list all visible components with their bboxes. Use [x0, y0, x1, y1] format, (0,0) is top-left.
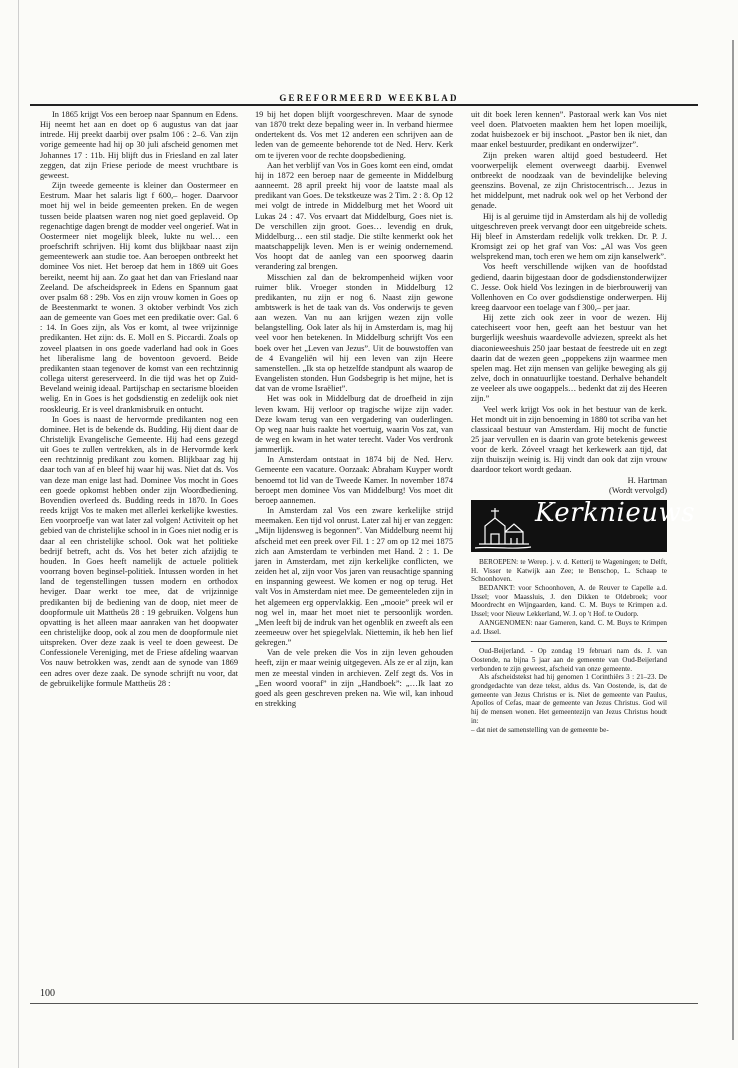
paragraph: Veel werk krijgt Vos ook in het bestuur van de kerk. Het mondt uit in zijn benoeming in 1880 tot scriba van het classicaal bestuur van Amsterdam. Hij mocht de functie 25 jaar vervullen en is daarin van grote betekenis geweest voor de kerk. Zóveel vraagt het kerkewerk aan tijd, dat zijn thuiszijn weinig is. Hij vindt dan ook dat zijn vrouw daardoor tekort wordt gedaan. [471, 404, 667, 475]
kerknieuws-section [471, 558, 667, 734]
news-item: Als afscheidstekst had hij genomen 1 Corinthiërs 3 : 21–23. De grondgedachte van deze tekst, aldus ds. Van Oostende, is, dat de gemeente van Jezus Christus er is. Niet de gemeente van Paulus, Apollos of Cefas, maar de gemeente van Jezus Christus. God wil hij de mensen wonen. Het gemeentezijn van Jezus Christus houdt in: [471, 673, 667, 725]
paragraph: In 1865 krijgt Vos een beroep naar Spannum en Edens. Hij neemt het aan en doet op 6 augustus van dat jaar intrede. Hij preekt daarbij over psalm 106 : 2–6. Van zijn vorige gemeente had hij op 30 juli afscheid genomen met Johannes 17 : 11b. Hij blijft dus in Friesland en zal later zeggen, dat zijn Friese periode de meest vruchtbare is geweest. [40, 110, 238, 180]
news-item: – dat niet de samenstelling van de gemeente be- [471, 725, 609, 734]
paragraph: Zijn preken waren altijd goed bestudeerd. Het voorwerpelijk element overweegt daarbij. Evenwel ontbreekt de noodzaak van de bevindelijke beleving geenszins. Bovenal, ze zijn Christocentrisch… Jezus in het middelpunt, met nadruk ook wel op het Verbond der genade. [471, 150, 667, 211]
page-number: 100 [40, 988, 55, 999]
paragraph: In Amsterdam ontstaat in 1874 bij de Ned. Herv. Gemeente een vacature. Oorzaak: Abraham Kuyper wordt benoemd tot lid van de Tweede Kamer. In november 1874 beroept men dominee Vos van Middelburg! Vos moet dit beroep aannemen. [255, 455, 453, 505]
paragraph: uit dit boek leren kennen”. Pastoraal werk kan Vos niet veel doen. Platvoeten maakten hem het lopen moeilijk, zodat huisbezoek er bij inschoot. „Pastor ben ik niet, dan maar enkel bestuurder, predikant en onderwijzer”. [471, 110, 667, 150]
paragraph: Hij zette zich ook zeer in voor de wezen. Hij catechiseert voor hen, geeft aan het bestuur van het burgerlijk weeshuis waardevolle adviezen, spreekt als het diaconieweeshuis 250 jaar bestaat de feestrede uit en zegt daarin dat de wezen geen „poppekens zijn waarmee men spelen mag. Het zijn mensen van gelijke beweging als gij zelve, doch in onnatuurlijke toestand. Derhalve behandelt ze veeleer als uwe oogappels… bedenkt dat zij des Heeren zijn.” [471, 313, 667, 404]
page-binding-edge [18, 0, 19, 1068]
running-head: GEREFORMEERD WEEKBLAD [279, 93, 459, 103]
paragraph: Aan het verblijf van Vos in Goes komt een eind, omdat hij in 1872 een beroep naar de gemeente in Middelburg aanneemt. 28 april preekt hij voor de laatste maal als predikant van Goes. De tekstkeuze was 2 Tim. 2 : 8. Op 12 mei volgt de intrede in Middelburg met het Woord uit Lukas 24 : 47. Vos ervaart dat Middelburg, Goes niet is. De verschillen zijn groot. Goes… levendig en druk, Middelburg… een stil stadje. Die stilte kenmerkt ook het maatschappelijk leven. Men is er weinig ondernemend. Vos hoopt dat de aanleg van een spoorweg daarin verandering zal brengen. [255, 160, 453, 272]
page-right-edge [732, 40, 734, 1040]
author-signature: H. Hartman [627, 475, 667, 485]
news-divider [471, 641, 667, 642]
kerknieuws-banner [471, 497, 696, 552]
paragraph: Zijn tweede gemeente is kleiner dan Oostermeer en Eestrum. Maar het salaris ligt f 600,– hoger. Daarvoor moet hij wel in beide gemeenten preken. En de wegen tussen beide plaatsen waren nog niet goed geplaveid. Op regenachtige dagen brengt de modder veel ongerief. Wat in Oostermeer niet mogelijk bleek, lukte nu wel… een proefschrift schrijven. Hij komt dus blijkbaar naast zijn gemeentewerk aan studie toe. Aan beroepen ontbreekt het dominee Vos niet. Het beroep dat hem in 1869 uit Goes bereikt, neemt hij aan. Zo gaat het dan van Friesland naar Zeeland. De afscheidspreek in Edens en Spannum gaat over psalm 68 : 29b. Vos en zijn vrouw komen in Goes op de Beestenmarkt te wonen. 3 oktober verbindt Vos zich aan de gemeente van Goes met een predikatie over: Gal. 6 : 14. In Goes zijn, als Vos er komt, al twee vrijzinnige predikanten. Het zijn: ds. E. Moll en S. Piccardi. Zoals op zoveel plaatsen in ons goede vaderland had ook in Goes het liberalisme lang de boventoon gevoerd. Beide predikanten staan tegenover de komst van een rechtzinnig collega uiterst gereserveerd. In die tijd was het op Zuid-Beveland weinig ideaal. Partijschap en sectarisme bloeiden welig. En in Goes is het godsdienstig en zedelijk ook niet rooskleurig. Er is veel drankmisbruik en ontucht. [40, 181, 238, 414]
paragraph: In Goes is naast de hervormde predikanten nog een dominee. Het is de bekende ds. Budding. Hij dient daar de Christelijk Evangelische Gemeente. Hij had eens gezegd uit Goes te zullen vertrekken, als in de Hervormde kerk een rechtzinnig predikant zou komen. Blijkbaar zag hij daar toch van af en bleef hij waar hij was. Niet dat ds. Vos van deze man enige last had. Dominee Vos mocht in Goes een goede opkomst hebben onder zijn Woordbediening. Bovendien overleed ds. Budding reeds in 1870. In Goes reeds krijgt Vos te maken met allerlei kerkelijke kwesties. Een voorproefje van wat later zal volgen! Activiteit op het gebied van de christelijke school in in Goes niet nodig er is daar al een christelijke school. Ook wat het politieke bedrijf betreft, acht ds. Vos het beter zich afzijdig te houden. In Goes heeft namelijk de actuele politiek voorrang boven beginsel-politiek. Intussen worden in het land de tegenstellingen tussen modern en orthodox heviger. Daar werkt toe mee, dat de vrijzinnige predikanten bij de bediening van de doop, niet meer de doopformule uit Mattheüs 28 : 19 gebruiken. Volgens hun opvatting is het alleen maar aanraken van het doopwater een christelijke doop, ook al zou men de doopformule niet uitspreken. Over deze zaak is veel te doen geweest. De Confessionele Vereniging, met de Friese afdeling waarvan Vos nauw betrokken was, zendt aan de synode van 1869 een adres over deze zaak. De synode schrijft nu voor, dat de gebruikelijke formule Mattheüs 28 : [40, 414, 238, 688]
news-item: AANGENOMEN: naar Gameren, kand. C. M. Buys te Krimpen a.d. IJssel. [471, 618, 667, 636]
column-2 [255, 110, 453, 709]
paragraph: Van de vele preken die Vos in zijn leven gehouden heeft, zijn er maar weinig uitgegeven. Als ze er al zijn, kan men ze meestal vinden in archieven. Zelf zegt ds. Vos in „Een woord vooraf” in zijn „Handboek”: „…Ik laat zo goed als geen geschreven preken na. Wie wil, kan inhoud en strekking [255, 648, 453, 709]
paragraph: Hij is al geruime tijd in Amsterdam als hij de volledig uitgeschreven preek vervangt door een uitgebreide schets. Hij bleef in Amsterdam redelijk volk trekken. Dr. P. J. Kromsigt zei op het graf van Vos: „Al was Vos geen welsprekend man, toch eren we hem om zijn kanselwerk”. [471, 211, 667, 262]
news-item: BEDANKT: voor Schoonhoven, A. de Reuver te Capelle a.d. IJssel; voor Maassluis, J. den Dikken te Oldebroek; voor Moordrecht en Wijngaarden, kand. C. M. Buys te Krimpen a.d. IJssel; voor Nieuw Lekkerland, W. J. op 't Hof. te Oudorp. [471, 584, 667, 619]
header-rule [30, 104, 698, 106]
paragraph: 19 bij het dopen blijft voorgeschreven. Maar de synode van 1870 trekt deze bepaling weer in. In verband hiermee ondertekent ds. Vos met 12 anderen een schrijven aan de leden van de gemeente behorende tot de Ned. Herv. Kerk om te ijveren voor de rechte doopsbediening. [255, 110, 453, 160]
continued-note: (Wordt vervolgd) [609, 485, 667, 495]
paragraph: Het was ook in Middelburg dat de droefheid in zijn leven kwam. Hij verloor op tragische wijze zijn vader. Deze kwam terug van een vergadering van ouderlingen. Op weg naar huis raakte het voertuig, waarin Vos zat, van de weg en kwam in het water terecht. Vader Vos verdronk jammerlijk. [255, 394, 453, 455]
column-1 [40, 110, 238, 689]
paragraph: In Amsterdam zal Vos een zware kerkelijke strijd meemaken. Een tijd vol onrust. Later zal hij er van zeggen: „Mijn lijdensweg is begonnen”. Van Middelburg neemt hij afscheid met een preek over Fil. 1 : 27 om op 12 mei 1875 zich aan Amsterdam te verbinden met Hand. 2 : 1. De jaren in Amsterdam, met zijn kerkelijke conflicten, we zeiden het al, zijn voor Vos jaren van reusachtige spanning en inspanning geweest. We komen er nog op terug. Het valt Vos in Amsterdam niet mee. De gemeenteleden zijn in het algemeen erg oppervlakkig. Een „mooie” preek wil er nog wel in, maar het moet niet te persoonlijk worden. „Men leeft bij de indruk van het ogenblik en zweeft als een zeemeeuw over het spiegelvlak. Niettemin, ik heb hen lief gekregen.” [255, 506, 453, 648]
news-item: BEROEPEN: te Werep. j. v. d. Ketterij te Wageningen; te Delft, H. Visser te Katwijk aan Zee; te Benschop, L. Schaap te Schoonhoven. [471, 557, 667, 584]
paragraph: Misschien zal dan de bekrompenheid wijken voor ruimer blik. Vroeger stonden in Middelburg 12 predikanten, nu zijn er nog 6. Naast zijn gewone ambtswerk is het de taak van ds. Vos onderwijs te geven aan wezen. Van nu aan krijgen wezen zijn volle belangstelling. Ook later als hij in Amsterdam is, mag hij veel voor hen betekenen. In Middelburg schrijft Vos een boek over het „Leven van Jezus”. Uit de bouwstoffen van de 4 Evangeliën wil hij een leven van zijn Heere samenstellen. „Ik sta op hetzelfde standpunt als waarop de Evangelisten stonden. Hun Godsbegrip is het mijne, het is dat van de vrome Israëliet”. [255, 272, 453, 394]
paragraph: Vos heeft verschillende wijken van de hoofdstad gediend, daarin bijgestaan door de godsdienstonderwijzer C. Jesse. Ook hield Vos lezingen in de bierbrouwerij van Vollenhoven en Co over godsdienstige onderwerpen. Hij kreeg daarvoor een toelage van f 300,– per jaar. [471, 262, 667, 312]
footer-rule [30, 1003, 698, 1004]
kerknieuws-title: Kerknieuws [535, 497, 696, 528]
column-3 [471, 110, 696, 734]
news-item: Oud-Beijerland. - Op zondag 19 februari nam ds. J. van Oostende, na bijna 5 jaar aan de gemeente van Oud-Beijerland verbonden te zijn geweest, afscheid van onze gemeente. [471, 647, 667, 673]
